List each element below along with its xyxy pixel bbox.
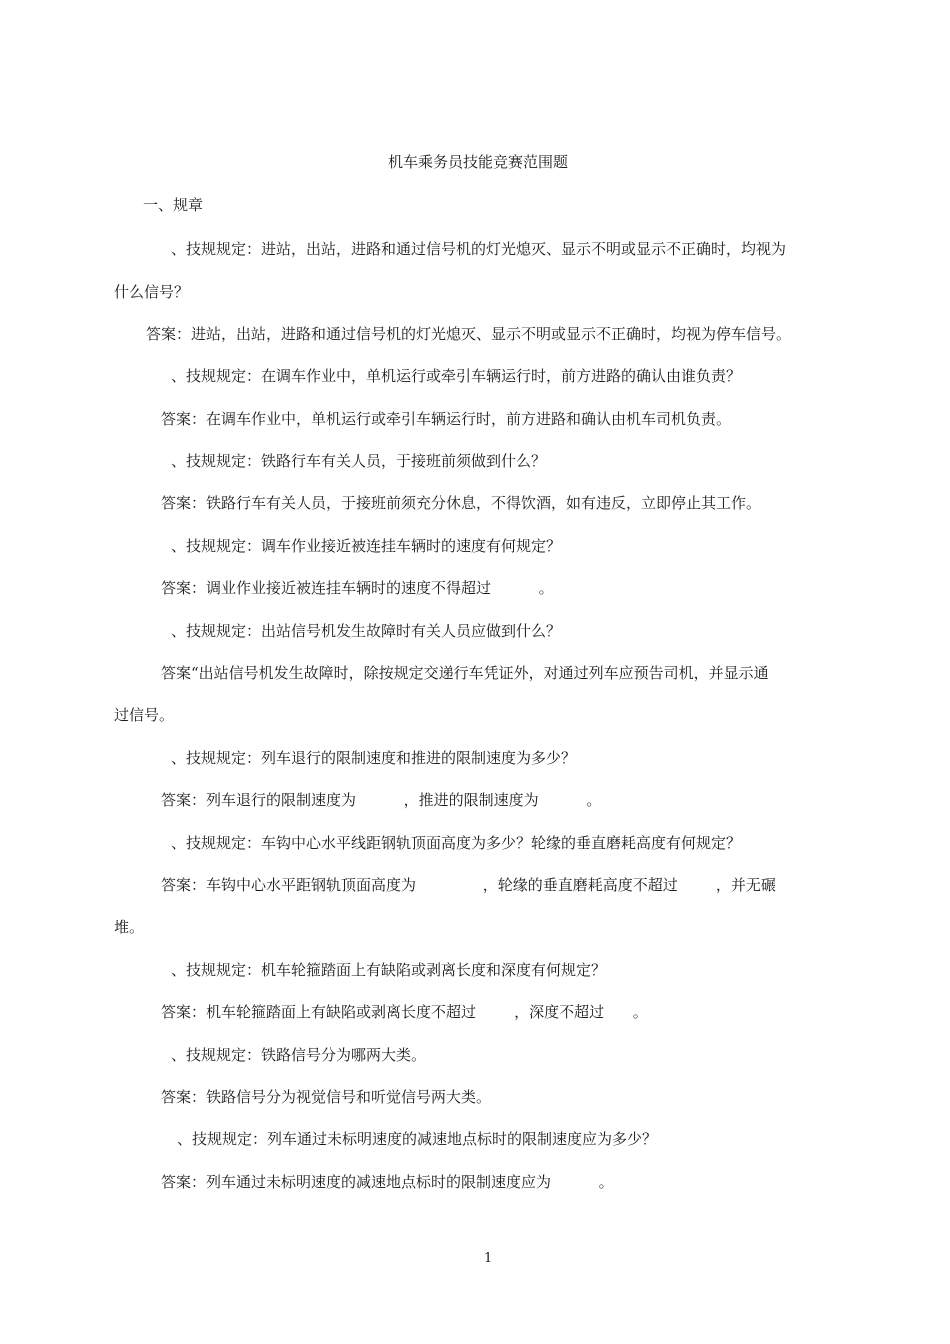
- question-line: 、技规规定：铁路行车有关人员，于接班前须做到什么？: [171, 452, 547, 470]
- answer-line: 答案“出站信号机发生故障时，除按规定交递行车凭证外，对通过列车应预告司机，并显示通: [161, 664, 769, 682]
- answer-line: 答案：铁路行车有关人员，于接班前须充分休息，不得饮酒，如有违反，立即停止其工作。: [161, 494, 762, 512]
- answer-line: 堆。: [114, 918, 145, 936]
- question-line: 、技规规定：铁路信号分为哪两大类。: [171, 1046, 427, 1064]
- answer-line: 答案：车钩中心水平距钢轨顶面高度为 ，轮缘的垂直磨耗高度不超过 ，并无碾: [161, 876, 776, 894]
- question-line: 、技规规定：调车作业接近被连挂车辆时的速度有何规定？: [171, 537, 562, 555]
- question-line: 、技规规定：列车退行的限制速度和推进的限制速度为多少？: [171, 749, 577, 767]
- answer-line: 答案：机车轮箍踏面上有缺陷或剥离长度不超过 ，深度不超过 。: [161, 1003, 648, 1021]
- answer-line: 过信号。: [114, 706, 175, 724]
- answer-line: 答案：在调车作业中，单机运行或牵引车辆运行时，前方进路和确认由机车司机负责。: [161, 410, 732, 428]
- section-heading: 一、规章: [143, 196, 204, 214]
- question-line: 、技规规定：列车通过未标明速度的减速地点标时的限制速度应为多少？: [177, 1130, 658, 1148]
- page-number: 1: [484, 1251, 493, 1266]
- answer-line: 答案：调业作业接近被连挂车辆时的速度不得超过 。: [161, 579, 554, 597]
- question-line: 、技规规定：机车轮箍踏面上有缺陷或剥离长度和深度有何规定？: [171, 961, 607, 979]
- question-line: 、技规规定：进站，出站，进路和通过信号机的灯光熄灭、显示不明或显示不正确时，均视为: [171, 240, 787, 258]
- answer-line: 答案：列车通过未标明速度的减速地点标时的限制速度应为 。: [161, 1173, 614, 1191]
- answer-line: 答案：列车退行的限制速度为 ，推进的限制速度为 。: [161, 791, 602, 809]
- document-title: 机车乘务员技能竞赛范围题: [388, 153, 569, 171]
- question-line: 、技规规定：车钩中心水平线距钢轨顶面高度为多少？轮缘的垂直磨耗高度有何规定？: [171, 834, 742, 852]
- question-line: 、技规规定：出站信号机发生故障时有关人员应做到什么？: [171, 622, 562, 640]
- answer-line: 答案：铁路信号分为视觉信号和听觉信号两大类。: [161, 1088, 492, 1106]
- question-line: 、技规规定：在调车作业中，单机运行或牵引车辆运行时，前方进路的确认由谁负责？: [171, 367, 742, 385]
- answer-line: 答案：进站，出站，进路和通过信号机的灯光熄灭、显示不明或显示不正确时，均视为停车信号。: [146, 325, 792, 343]
- question-line: 什么信号？: [114, 283, 190, 301]
